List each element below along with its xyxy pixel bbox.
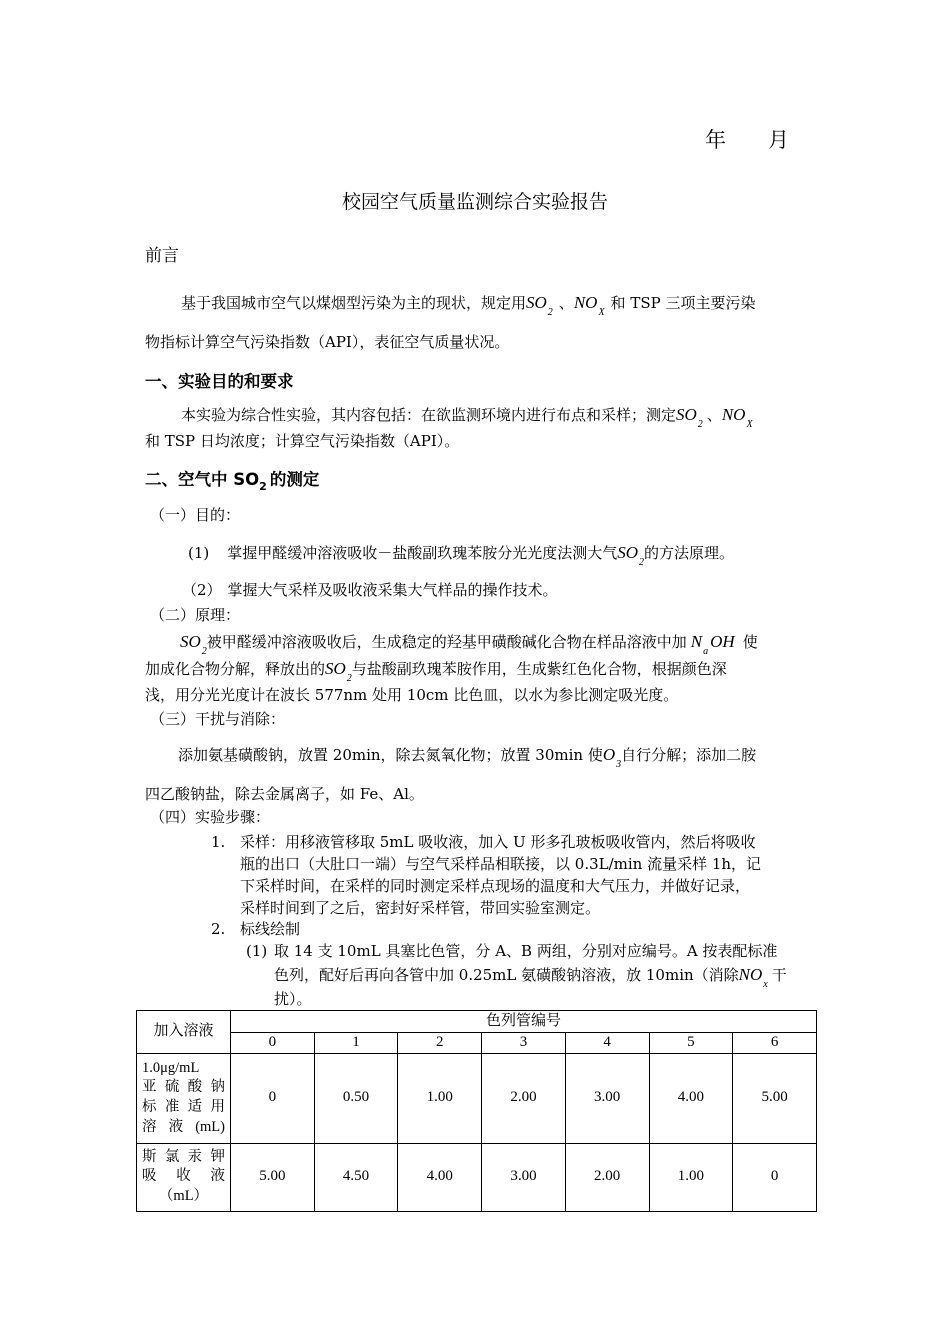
section1-heading: 一、实验目的和要求 bbox=[145, 372, 294, 391]
formula-so2: $SO_2$ bbox=[325, 659, 352, 684]
step-2-text: 标线绘制 bbox=[240, 920, 301, 938]
substep-1-line-3: 扰）。 bbox=[274, 990, 312, 1008]
page-title: 校园空气质量监测综合实验报告 bbox=[341, 191, 608, 213]
interference-line-2: 四乙酸钠盐，除去金属离子，如 Fe、Al。 bbox=[145, 785, 424, 803]
formula-so2: $SO_2$ bbox=[526, 293, 553, 318]
purpose-item-2: （2） 掌握大气采样及吸收液采集大气样品的操作技术。 bbox=[182, 581, 558, 599]
preface-text-1: 基于我国城市空气以煤烟型污染为主的现状，规定用 bbox=[181, 294, 527, 312]
principle-label: （二）原理： bbox=[150, 606, 241, 624]
table-cell: 4.50 bbox=[314, 1143, 398, 1211]
table-row bbox=[137, 1053, 817, 1143]
table-group-header: 色列管编号 bbox=[231, 1011, 817, 1033]
table-cell: 1.00 bbox=[398, 1053, 482, 1143]
principle-line-1: $SO_2$被甲醛缓冲溶液吸收后，生成稳定的羟基甲磺酸碱化合物在样品溶液中加 $N_aOH$ 使 bbox=[180, 632, 758, 657]
step-1-line: 采样时间到了之后，密封好采样管，带回实验室测定。 bbox=[240, 899, 601, 917]
table-cell: 1.00 bbox=[649, 1143, 733, 1211]
table-cell: 0 bbox=[231, 1053, 315, 1143]
tube-number: 1 bbox=[314, 1033, 398, 1054]
section1-line-2: 和 TSP 日均浓度；计算空气污染指数（API）。 bbox=[145, 432, 460, 450]
purpose-item-1: (1) 掌握甲醛缓冲溶液吸收－盐酸副玖瑰苯胺分光光度法测大气$SO_2$的方法原理。 bbox=[188, 543, 735, 568]
interference-line-1: 添加氨基磺酸钠，放置 20min，除去氮氧化物；放置 30min 使$O_3$自行分解；添加二胺 bbox=[178, 745, 757, 770]
formula-so2: $SO_2$ bbox=[180, 632, 207, 657]
step-1-line: 采样：用移液管移取 5mL 吸收液，加入 U 形多孔玻板吸收管内，然后将吸收 bbox=[240, 833, 756, 851]
substep-1-number: (1) bbox=[246, 942, 268, 960]
table-cell: 4.00 bbox=[398, 1143, 482, 1211]
tube-number: 0 bbox=[231, 1033, 315, 1054]
separator: 、 bbox=[558, 294, 574, 312]
interference-label: （三）干扰与消除： bbox=[150, 710, 286, 728]
table-cell: 4.00 bbox=[649, 1053, 733, 1143]
tube-number: 2 bbox=[398, 1033, 482, 1054]
tube-number: 4 bbox=[565, 1033, 649, 1054]
substep-1-line-1: 取 14 支 10mL 具塞比色管，分 A、B 两组，分别对应编号。A 按表配标准 bbox=[274, 942, 778, 960]
formula-so2: $SO_2$ bbox=[676, 405, 703, 430]
principle-line-2: 加成化合物分解，释放出的$SO_2$与盐酸副玖瑰苯胺作用，生成紫红色化合物，根据颜色深 bbox=[145, 659, 727, 684]
tube-number: 5 bbox=[649, 1033, 733, 1054]
row-label: 1.0μg/mL 亚硫酸钠 标准适用 溶液(mL) bbox=[137, 1053, 231, 1143]
principle-line-3: 浅，用分光光度计在波长 577nm 处用 10cm 比色皿，以水为参比测定吸光度。 bbox=[145, 686, 679, 704]
steps-label: （四）实验步骤： bbox=[150, 808, 271, 826]
preface-text-2: 和 TSP 三项主要污染 bbox=[610, 294, 756, 312]
purpose-label: （一）目的： bbox=[150, 506, 241, 524]
row-label: 斯氯汞钾 吸收液 （mL） bbox=[137, 1143, 231, 1211]
section1-line-1 bbox=[181, 405, 753, 430]
formula-nox: $NO_X$ bbox=[721, 405, 753, 430]
formula-nox: $NO_x$ bbox=[738, 965, 768, 990]
section2-heading: 二、空气中 $SO_2$ 的测定 bbox=[145, 470, 320, 493]
table-corner-header: 加入溶液 bbox=[137, 1011, 231, 1054]
formula-o3: $O_3$ bbox=[602, 745, 622, 770]
formula-so2: $SO_2$ bbox=[617, 543, 645, 568]
preface-heading: 前言 bbox=[145, 246, 179, 266]
table-cell: 3.00 bbox=[482, 1143, 566, 1211]
standard-series-table bbox=[136, 1010, 817, 1212]
formula-naoh: $N_aOH$ bbox=[690, 632, 735, 657]
tube-number: 3 bbox=[482, 1033, 566, 1054]
table-cell: 5.00 bbox=[733, 1053, 817, 1143]
table-cell: 0 bbox=[733, 1143, 817, 1211]
preface-line-2: 物指标计算空气污染指数（API），表征空气质量状况。 bbox=[145, 333, 510, 351]
step-1-number: 1. bbox=[211, 833, 226, 851]
table-cell: 3.00 bbox=[565, 1053, 649, 1143]
table-cell: 2.00 bbox=[565, 1143, 649, 1211]
separator: 、 bbox=[706, 406, 722, 424]
section1-text: 本实验为综合性实验，其内容包括：在欲监测环境内进行布点和采样；测定 bbox=[181, 406, 677, 424]
table-cell: 5.00 bbox=[231, 1143, 315, 1211]
table-cell: 0.50 bbox=[314, 1053, 398, 1143]
table-row bbox=[137, 1143, 817, 1211]
table-cell: 2.00 bbox=[482, 1053, 566, 1143]
formula-nox: $NO_X$ bbox=[573, 293, 605, 318]
step-1-line: 瓶的出口（大肚口一端）与空气采样品相联接，以 0.3L/min 流量采样 1h，记 bbox=[240, 855, 762, 873]
preface-line-1 bbox=[181, 293, 756, 318]
tube-number: 6 bbox=[733, 1033, 817, 1054]
substep-1-line-2: 色列，配好后再向各管中加 0.25mL 氨磺酸钠溶液，放 10min（消除$NO_x$干 bbox=[274, 965, 787, 990]
step-2-number: 2. bbox=[211, 920, 226, 938]
step-1-line: 下采样时间，在采样的同时测定采样点现场的温度和大气压力，并做好记录， bbox=[240, 877, 751, 895]
report-date: 年 月 bbox=[705, 128, 789, 152]
